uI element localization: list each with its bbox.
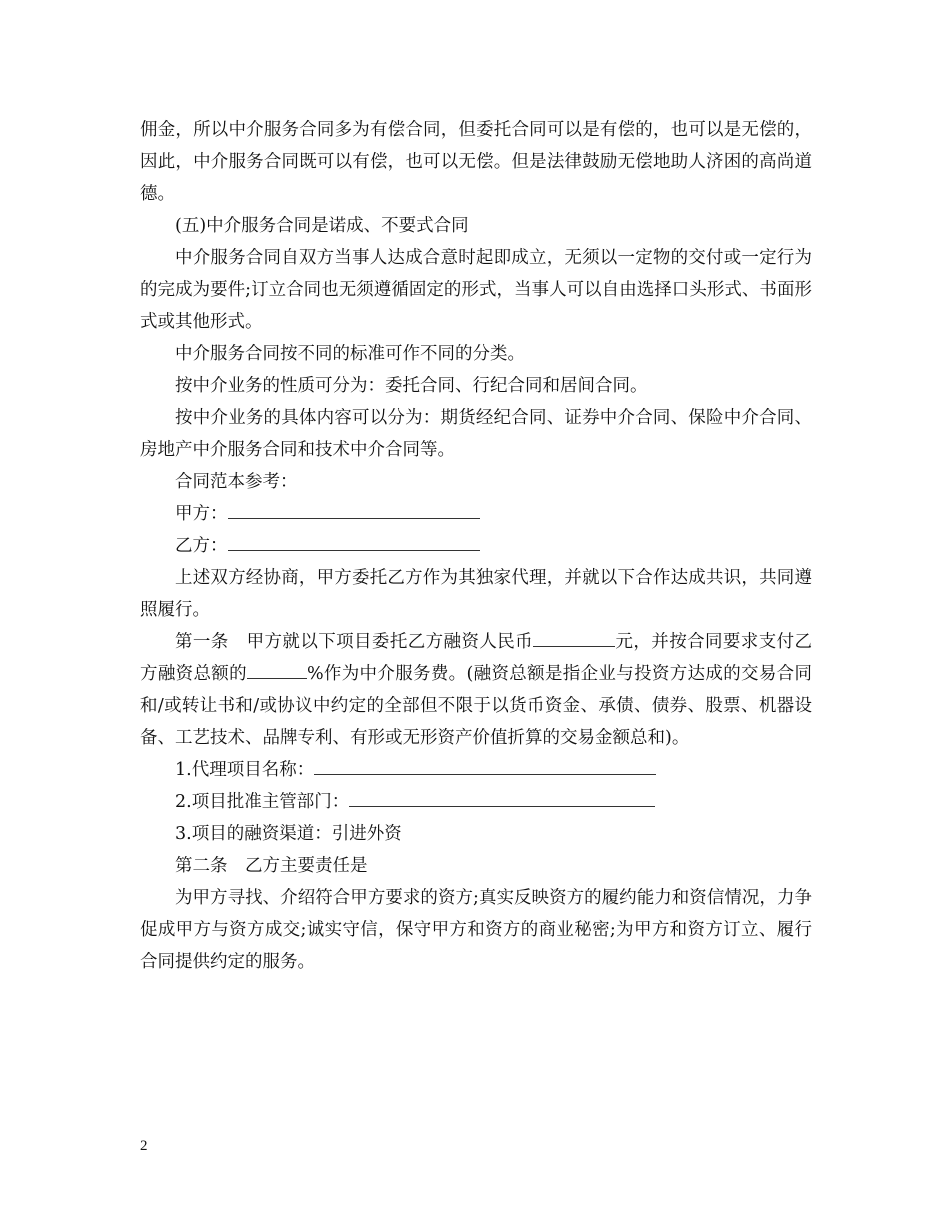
section-heading-5: (五)中介服务合同是诺成、不要式合同	[175, 216, 469, 236]
amount-blank	[533, 626, 615, 647]
party-b-blank	[228, 530, 480, 551]
item-project-name	[140, 754, 812, 786]
article-2-body: 为甲方寻找、介绍符合甲方要求的资方;真实反映资方的履约能力和资信情况，力争促成甲方与资方成交;诚实守信，保守甲方和资方的商业秘密;为甲方和资方订立、履行合同提供约定的服务。	[140, 888, 812, 972]
party-b-label: 乙方：	[175, 536, 228, 556]
party-a-line	[140, 498, 812, 530]
party-a-label: 甲方：	[175, 504, 228, 524]
paragraph-by-content: 按中介业务的具体内容可以分为：期货经纪合同、证券中介合同、保险中介合同、房地产中介服务合同和技术中介合同等。	[140, 408, 812, 460]
article-1	[140, 626, 812, 754]
paragraph-by-nature: 按中介业务的性质可分为：委托合同、行纪合同和居间合同。	[175, 376, 648, 396]
paragraph-classification: 中介服务合同按不同的标准可作不同的分类。	[175, 344, 525, 364]
article-1-text-b: 元，并按合同要求支付乙方融资总额的	[140, 632, 813, 684]
item-approval-dept	[140, 786, 812, 818]
project-name-label: 1.代理项目名称：	[175, 760, 315, 780]
party-a-blank	[228, 498, 480, 519]
template-heading: 合同范本参考：	[175, 472, 298, 492]
article-1-text-c: %作为中介服务费。(融资总额是指企业与投资方达成的交易合同和/或转让书和/或协议中约定的全部但不限于以货币资金、承债、债券、股票、机器设备、工艺技术、品牌专利、有形或无形资产价值折算的交易金额总和)。	[140, 664, 812, 748]
approval-dept-blank	[349, 786, 655, 807]
document-body	[140, 114, 812, 978]
article-2-heading: 第二条 乙方主要责任是	[175, 856, 368, 876]
item-financing-channel: 3.项目的融资渠道：引进外资	[175, 824, 402, 844]
fee-percent-blank	[247, 658, 307, 679]
article-1-text-a: 第一条 甲方就以下项目委托乙方融资人民币	[175, 632, 534, 652]
approval-dept-label: 2.项目批准主管部门：	[175, 792, 350, 812]
page-number: 2	[140, 1138, 148, 1154]
party-b-line	[140, 530, 812, 562]
paragraph-commission: 佣金，所以中介服务合同多为有偿合同，但委托合同可以是有偿的，也可以是无偿的，因此，中介服务合同既可以有偿，也可以无偿。但是法律鼓励无偿地助人济困的高尚道德。	[140, 120, 812, 204]
project-name-blank	[314, 754, 656, 775]
paragraph-agreement: 上述双方经协商，甲方委托乙方作为其独家代理，并就以下合作达成共识，共同遵照履行。	[140, 568, 812, 620]
paragraph-formation: 中介服务合同自双方当事人达成合意时起即成立，无须以一定物的交付或一定行为的完成为要件;订立合同也无须遵循固定的形式，当事人可以自由选择口头形式、书面形式或其他形式。	[140, 248, 812, 332]
